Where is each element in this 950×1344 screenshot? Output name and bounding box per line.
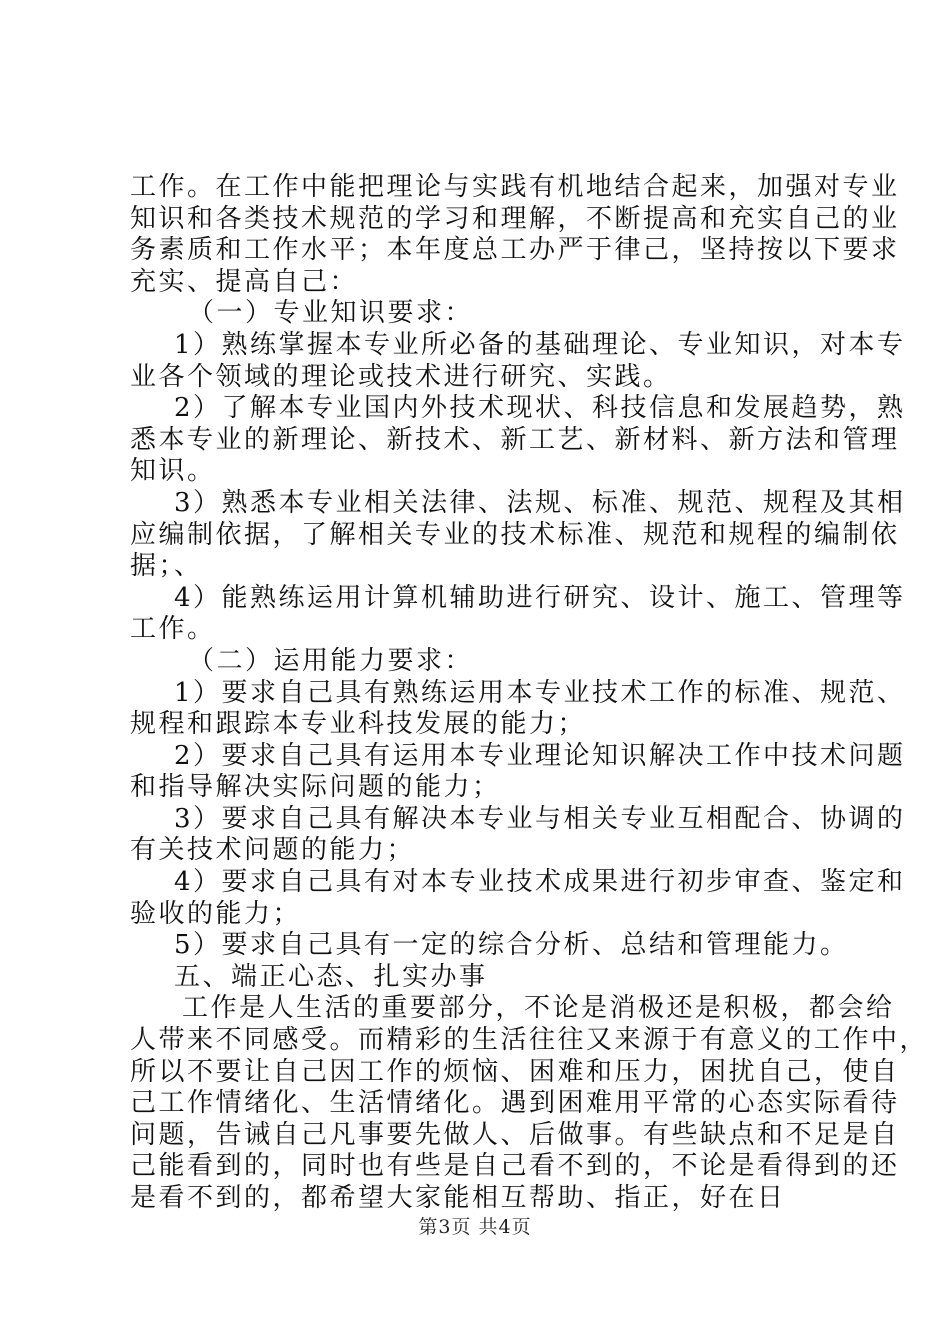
text-line: 知识。 [130, 456, 216, 487]
text-line: 所以不要让自己因工作的烦恼、困难和压力，困扰自己，使自 [130, 1056, 900, 1087]
page-indicator: 第3页 共4页 [418, 1216, 532, 1238]
text-line: 悉本专业的新理论、新技术、新工艺、新材料、新方法和管理 [130, 424, 900, 455]
text-line: 人带来不同感受。而精彩的生活往往又来源于有意义的工作中， [130, 1025, 929, 1056]
text-line: 4）能熟练运用计算机辅助进行研究、设计、施工、管理等 [174, 582, 906, 613]
text-line: 工作。在工作中能把理论与实践有机地结合起来，加强对专业 [130, 172, 900, 202]
text-line: 5）要求自己具有一定的综合分析、总结和管理能力。 [174, 930, 849, 961]
text-line: 工作是人生活的重要部分，不论是消极还是积极，都会给 [182, 993, 895, 1024]
text-line: （二）运用能力要求： [188, 645, 474, 676]
text-line: 业各个领域的理论或技术进行研究、实践。 [130, 361, 672, 392]
text-line: 验收的能力； [130, 898, 302, 929]
text-line: 工作。 [130, 614, 216, 645]
text-line: （一）专业知识要求： [188, 298, 474, 329]
text-line: 五、端正心态、扎实办事 [174, 961, 488, 992]
text-line: 是看不到的，都希望大家能相互帮助、指正，好在日 [130, 1183, 786, 1213]
text-line: 2）了解本专业国内外技术现状、科技信息和发展趋势，熟 [174, 393, 906, 424]
text-line: 1）要求自己具有熟练运用本专业技术工作的标准、规范、 [174, 677, 906, 708]
text-line: 问题，告诫自己凡事要先做人、后做事。有些缺点和不足是自 [130, 1119, 900, 1150]
text-line: 充实、提高自己： [130, 266, 359, 297]
text-line: 3）要求自己具有解决本专业与相关专业互相配合、协调的 [174, 803, 906, 834]
text-line: 己能看到的，同时也有些是自己看不到的，不论是看得到的还 [130, 1151, 900, 1182]
text-line: 据；、 [130, 551, 203, 582]
text-line: 应编制依据，了解相关专业的技术标准、规范和规程的编制依 [130, 519, 900, 550]
text-line: 和指导解决实际问题的能力； [130, 772, 501, 803]
text-line: 己工作情绪化、生活情绪化。遇到困难用平常的心态实际看待 [130, 1088, 900, 1119]
text-line: 务素质和工作水平；本年度总工办严于律己，坚持按以下要求 [130, 235, 900, 266]
document-body [130, 172, 929, 1215]
text-line: 规程和跟踪本专业科技发展的能力； [130, 709, 587, 740]
text-line: 3）熟悉本专业相关法律、法规、标准、规范、规程及其相 [174, 487, 906, 518]
text-line: 有关技术问题的能力； [130, 835, 416, 866]
text-line: 知识和各类技术规范的学习和理解，不断提高和充实自己的业 [130, 203, 900, 234]
page-footer [0, 1212, 950, 1239]
text-line: 2）要求自己具有运用本专业理论知识解决工作中技术问题 [174, 740, 906, 771]
text-line: 1）熟练掌握本专业所必备的基础理论、专业知识，对本专 [174, 329, 906, 360]
text-line: 4）要求自己具有对本专业技术成果进行初步审查、鉴定和 [174, 867, 906, 898]
